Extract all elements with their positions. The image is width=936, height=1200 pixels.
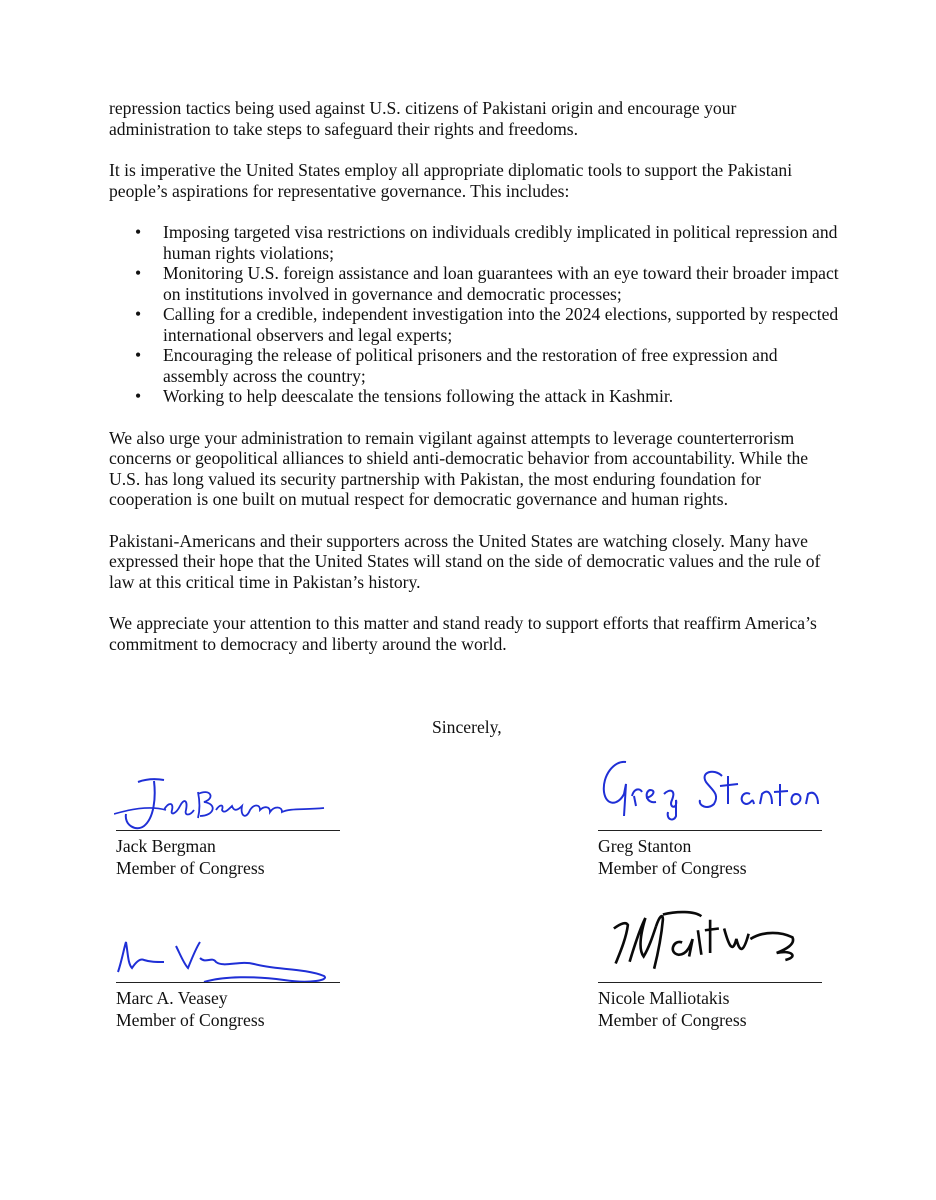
- list-item-text: Imposing targeted visa restrictions on individuals credibly implicated in political repression and human rights violations;: [163, 222, 838, 263]
- signatory-title: Member of Congress: [598, 858, 747, 878]
- signatory-name: Marc A. Veasey: [116, 988, 228, 1008]
- list-item-text: Encouraging the release of political prisoners and the restoration of free expression and assembly across the country;: [163, 345, 778, 386]
- signatory-title: Member of Congress: [116, 1010, 265, 1030]
- signatory-title: Member of Congress: [598, 1010, 747, 1030]
- list-item: [109, 386, 839, 407]
- list-item: [109, 304, 839, 345]
- bullet-icon: •: [135, 304, 142, 324]
- list-item: [109, 345, 839, 386]
- paragraph: repression tactics being used against U.S. citizens of Pakistani origin and encourage your administration to take steps to safeguard their rights and freedoms.: [109, 98, 737, 139]
- signature-malliotakis: [596, 904, 826, 974]
- list-item-text: Calling for a credible, independent investigation into the 2024 elections, supported by respected international observers and legal experts;: [163, 304, 839, 345]
- signature-line: [116, 982, 340, 983]
- paragraph: Pakistani-Americans and their supporters across the United States are watching closely. Many have expressed their hope that the United States will stand on the side of democratic values and the rule of law at this critical time in Pakistan’s history.: [109, 530, 821, 592]
- bullet-icon: •: [135, 263, 142, 283]
- signature-veasey: [114, 912, 344, 982]
- bullet-icon: •: [135, 222, 142, 242]
- bullet-icon: •: [135, 345, 142, 365]
- list-item: [109, 263, 839, 304]
- closing-salutation: Sincerely,: [432, 717, 502, 737]
- signature-line: [598, 982, 822, 983]
- signatory-name: Nicole Malliotakis: [598, 988, 730, 1008]
- bullet-icon: •: [135, 386, 142, 406]
- paragraph: We also urge your administration to remain vigilant against attempts to leverage counterterrorism concerns or geopolitical alliances to shield anti-democratic behavior from accountability. While the U.S. has long valued its security partnership with Pakistan, the most enduring foundation for cooperation is one built on mutual respect for democratic governance and human rights.: [109, 427, 809, 509]
- signature-stanton: [596, 754, 826, 824]
- signatory-name: Jack Bergman: [116, 836, 216, 856]
- letter-body: [109, 98, 839, 675]
- signature-line: [598, 830, 822, 831]
- signatory-title: Member of Congress: [116, 858, 265, 878]
- paragraph: It is imperative the United States employ all appropriate diplomatic tools to support the Pakistani people’s aspirations for representative governance. This includes:: [109, 160, 793, 201]
- list-item-text: Working to help deescalate the tensions following the attack in Kashmir.: [163, 386, 674, 406]
- list-item: [109, 222, 839, 263]
- signatory-name: Greg Stanton: [598, 836, 692, 856]
- bullet-list: [109, 222, 839, 407]
- list-item-text: Monitoring U.S. foreign assistance and loan guarantees with an eye toward their broader impact on institutions involved in governance and democratic processes;: [163, 263, 839, 304]
- paragraph: We appreciate your attention to this matter and stand ready to support efforts that reaffirm America’s commitment to democracy and liberty around the world.: [109, 613, 817, 654]
- signature-line: [116, 830, 340, 831]
